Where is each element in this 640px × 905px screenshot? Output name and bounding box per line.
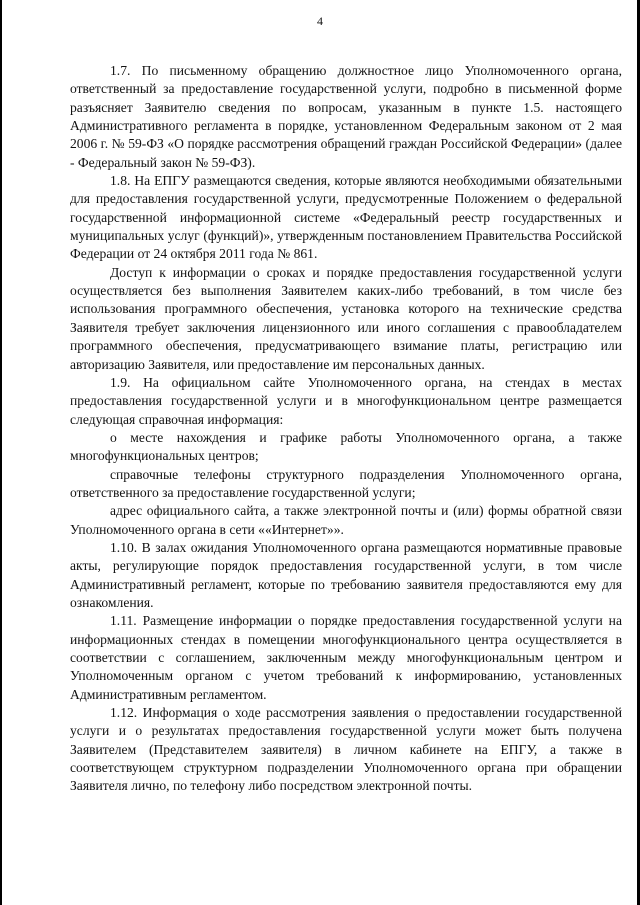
paragraph-1-11: 1.11. Размещение информации о порядке предоставления государственной услуги на информационных стендах в помещении многофункционального центра осуществляется в соответствии с соглашением, заключенным между многофункциональным центром и Уполномоченным органом с учетом требований к информированию, установленных Административным регламентом. <box>70 613 622 702</box>
scan-border-left <box>0 0 2 905</box>
paragraph-1-12: 1.12. Информация о ходе рассмотрения заявления о предоставлении государственной услуги и о результатах предоставления государственной услуги может быть получена Заявителем (Представителем заявителя) в личном кабинете на ЕПГУ, а также в соответствующем структурном подразделении Уполномоченного органа при обращении Заявителя лично, по телефону либо посредством электронной почты. <box>70 705 622 794</box>
paragraph-1-7: 1.7. По письменному обращению должностное лицо Уполномоченного органа, ответственный за предоставление государственной услуги, подробно в письменной форме разъясняет Заявителю сведения по вопросам, указанным в пункте 1.5. настоящего Административного регламента в порядке, установленном Федеральным законом от 2 мая 2006 г. № 59-ФЗ «О порядке рассмотрения обращений граждан Российской Федерации» (далее - Федеральный закон № 59-ФЗ). <box>70 63 622 170</box>
list-item-location: о месте нахождения и графике работы Уполномоченного органа, а также многофункциональных центров; <box>70 429 622 464</box>
page-number: 4 <box>317 14 323 28</box>
list-item-phones: справочные телефоны структурного подразделения Уполномоченного органа, ответственного за предоставление государственной услуги; <box>70 466 622 500</box>
paragraph-1-8: 1.8. На ЕПГУ размещаются сведения, которые являются необходимыми обязательными для предоставления государственной услуги, предусмотренные Положением о федеральной государственной информационной системе «Федеральный реестр государственных и муниципальных услуг (функций)», утвержденным постановлением Правительства Российской Федерации от 24 октября 2011 года № 861. <box>70 173 622 262</box>
paragraph-access-info: Доступ к информации о сроках и порядке предоставления государственной услуги осуществляется без выполнения Заявителем каких-либо требований, в том числе без использования программного обеспечения, установка которого на технические средства Заявителя требует заключения лицензионного или иного соглашения с правообладателем программного обеспечения, предусматривающего взимание платы, регистрацию или авторизацию Заявителя, или предоставление им персональных данных. <box>70 264 622 372</box>
paragraph-1-10: 1.10. В залах ожидания Уполномоченного органа размещаются нормативные правовые акты, регулирующие порядок предоставления государственной услуги, в том числе Административный регламент, которые по требованию заявителя предоставляются ему для ознакомления. <box>70 539 622 610</box>
paragraph-1-9: 1.9. На официальном сайте Уполномоченного органа, на стендах в местах предоставления государственной услуги и в многофункциональном центре размещается следующая справочная информация: <box>70 374 622 427</box>
body-text <box>70 62 622 796</box>
list-item-website: адрес официального сайта, а также электронной почты и (или) формы обратной связи Уполномоченного органа в сети ««Интернет»». <box>70 503 622 537</box>
